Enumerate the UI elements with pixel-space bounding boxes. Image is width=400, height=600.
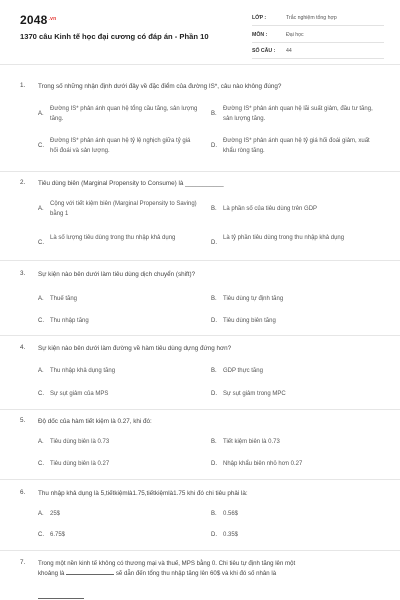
option-letter: B. bbox=[211, 439, 217, 445]
question-divider bbox=[0, 409, 400, 410]
question-text: Sự kiện nào bên dưới làm đường về hàm tiêu dùng dựng đứng hơn? bbox=[38, 345, 232, 352]
question-text-part: khoảng là bbox=[38, 570, 65, 577]
question-divider bbox=[0, 171, 400, 172]
question-divider bbox=[0, 550, 400, 551]
option-text: Tiêu dùng biên là 0.27 bbox=[50, 461, 110, 467]
question-1 bbox=[0, 80, 400, 170]
question-number: 1. bbox=[20, 82, 26, 89]
question-5 bbox=[0, 415, 400, 479]
question-number: 5. bbox=[20, 417, 26, 424]
answer-blank bbox=[66, 569, 114, 575]
option-text: Là tỷ phần tiêu dùng trong thu nhập khả dụng bbox=[223, 235, 345, 241]
question-text-line-1: Trong một nền kinh tế không có thương mại và thuế, MPS bằng 0. Chi tiêu tự định tăng lên một bbox=[38, 560, 296, 567]
option-text: 0.35$ bbox=[223, 532, 239, 538]
question-number: 4. bbox=[20, 344, 26, 351]
logo-text: 2048 bbox=[20, 13, 48, 27]
option-text: 25$ bbox=[50, 511, 61, 517]
logo-suffix: .vn bbox=[48, 16, 57, 22]
option-text: 6.75$ bbox=[50, 532, 66, 538]
option-letter: B. bbox=[211, 296, 217, 302]
option-text: Tiết kiệm biên là 0.73 bbox=[223, 439, 280, 445]
meta-value: Trắc nghiệm tổng hợp bbox=[286, 15, 337, 21]
option-text: Đường IS* phản ánh quan hệ tỷ lệ nghịch giữa tỷ giá hối đoái và sản lượng. bbox=[50, 138, 191, 154]
option-letter: A. bbox=[38, 439, 44, 445]
option-text: Đường IS* phản ánh quan hệ tỷ giá hối đoái giảm, xuất khẩu ròng tăng. bbox=[223, 138, 370, 154]
question-divider bbox=[0, 479, 400, 480]
option-letter: D. bbox=[211, 143, 217, 149]
option-text: GDP thực tăng bbox=[223, 368, 263, 374]
option-letter: B. bbox=[211, 511, 217, 517]
option-text: Sự sụt giảm trong MPC bbox=[223, 391, 286, 397]
option-letter: B. bbox=[211, 368, 217, 374]
question-text-line-2 bbox=[38, 569, 384, 579]
answer-blank bbox=[38, 593, 84, 599]
option-letter: D. bbox=[211, 532, 217, 538]
option-text: Tiêu dùng tự định tăng bbox=[223, 296, 284, 302]
option-text: Tiêu dùng biên tăng bbox=[223, 318, 276, 324]
question-text: Tiêu dùng biên (Marginal Propensity to Consume) là ___________ bbox=[38, 180, 224, 187]
option-letter: D. bbox=[211, 461, 217, 467]
question-3 bbox=[0, 268, 400, 332]
option-text: Tiêu dùng biên là 0.73 bbox=[50, 439, 110, 445]
option-letter: C. bbox=[38, 532, 44, 538]
meta-value: 44 bbox=[286, 48, 292, 54]
question-divider bbox=[0, 335, 400, 336]
meta-value: Đại học bbox=[286, 31, 304, 38]
meta-info bbox=[252, 12, 384, 62]
option-text: Là phần số của tiêu dùng trên GDP bbox=[223, 206, 318, 212]
header-divider bbox=[0, 64, 400, 65]
option-text: Đường IS* phản ánh quan hệ lãi suất giảm, đầu tư tăng, sản lượng tăng. bbox=[223, 106, 373, 122]
option-text: Thu nhập khả dụng tăng bbox=[50, 368, 116, 374]
question-text: Trong số những nhận định dưới đây về đặc điểm của đường IS*, câu nào không đúng? bbox=[38, 83, 282, 90]
meta-row-count bbox=[252, 45, 384, 59]
option-text: Cộng với tiết kiệm biên (Marginal Propensity to Saving) bằng 1 bbox=[50, 201, 197, 217]
option-letter: C. bbox=[38, 240, 44, 246]
question-text-part: sẽ dẫn đến tổng thu nhập tăng lên 60$ và khi đó số nhân là bbox=[115, 570, 277, 577]
option-text: Nhập khẩu biên nhỏ hơn 0.27 bbox=[223, 461, 303, 467]
option-letter: B. bbox=[211, 111, 217, 117]
option-letter: B. bbox=[211, 206, 217, 212]
option-letter: A. bbox=[38, 511, 44, 517]
question-text: Độ dốc của hàm tiết kiệm là 0.27, khi đó: bbox=[38, 418, 152, 425]
option-letter: A. bbox=[38, 206, 44, 212]
question-number: 2. bbox=[20, 179, 26, 186]
option-letter: C. bbox=[38, 461, 44, 467]
question-6 bbox=[0, 487, 400, 551]
option-text: Là số lượng tiêu dùng trong thu nhập khả dụng bbox=[50, 235, 176, 241]
site-logo[interactable] bbox=[20, 13, 56, 27]
question-number: 3. bbox=[20, 270, 26, 277]
option-letter: D. bbox=[211, 318, 217, 324]
question-7 bbox=[0, 557, 400, 599]
option-text: Sự sụt giảm của MPS bbox=[50, 391, 109, 397]
question-2 bbox=[0, 177, 400, 257]
question-number: 6. bbox=[20, 489, 26, 496]
option-text: Đường IS* phản ánh quan hệ tổng cầu tăng, sản lượng tăng. bbox=[50, 106, 198, 122]
page-header bbox=[0, 0, 400, 64]
question-text: Thu nhập khả dụng là 5,tiếtkiệmlà1.75,tiếtkiệmlà1.75 khi đó chi tiêu phải là: bbox=[38, 490, 248, 497]
question-number: 7. bbox=[20, 559, 26, 566]
option-text: 0.56$ bbox=[223, 511, 239, 517]
option-letter: D. bbox=[211, 391, 217, 397]
question-divider bbox=[0, 260, 400, 261]
option-text: Thu nhập tăng bbox=[50, 318, 89, 324]
option-letter: D. bbox=[211, 240, 217, 246]
meta-row-subject bbox=[252, 29, 384, 43]
meta-row-class bbox=[252, 12, 384, 26]
option-letter: C. bbox=[38, 143, 44, 149]
option-letter: C. bbox=[38, 318, 44, 324]
option-text: Thuế tăng bbox=[50, 296, 78, 302]
meta-label: MÔN : bbox=[252, 31, 268, 38]
meta-label: SỐ CÂU : bbox=[252, 48, 276, 54]
question-4 bbox=[0, 342, 400, 406]
meta-label: LỚP : bbox=[252, 15, 267, 21]
option-letter: C. bbox=[38, 391, 44, 397]
option-letter: A. bbox=[38, 296, 44, 302]
option-letter: A. bbox=[38, 368, 44, 374]
answer-blank-line-2 bbox=[38, 586, 84, 600]
question-text: Sự kiện nào bên dưới làm tiêu dùng dịch chuyển (shift)? bbox=[38, 271, 196, 278]
document-title: 1370 câu Kinh tế học đại cương có đáp án - Phần 10 bbox=[20, 32, 209, 41]
option-letter: A. bbox=[38, 111, 44, 117]
